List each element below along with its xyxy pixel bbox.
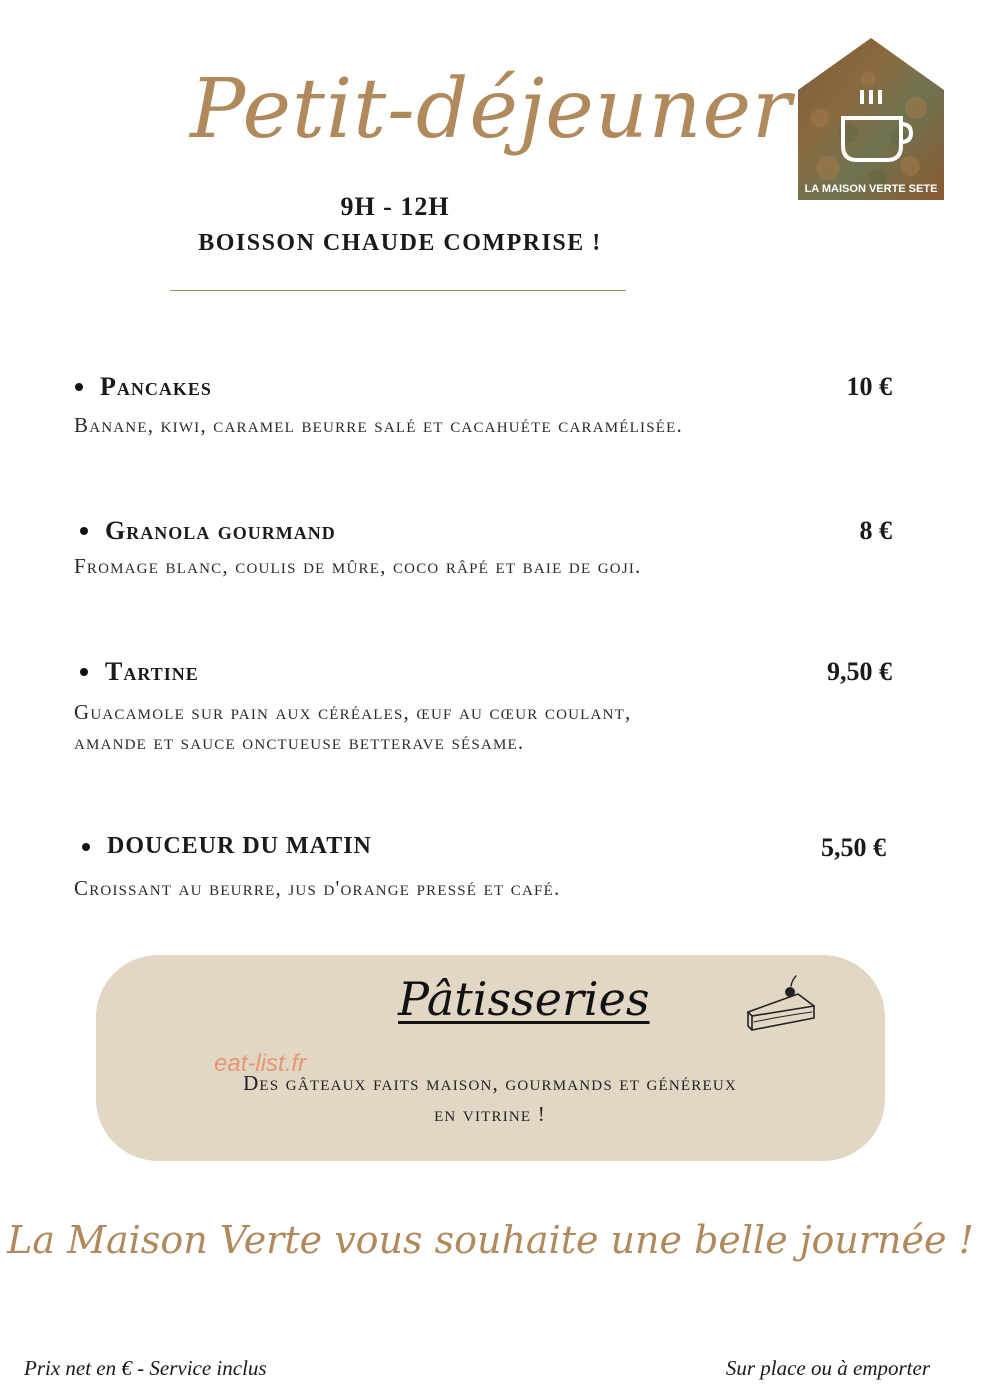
item-name-text: Granola gourmand — [105, 516, 336, 545]
menu-item-name — [80, 516, 336, 546]
menu-item-price: 8 € — [859, 516, 892, 545]
menu-item-description: Fromage blanc, coulis de mûre, coco râpé et baie de goji. — [74, 554, 642, 578]
header-divider — [170, 290, 626, 291]
watermark: eat-list.fr — [214, 1050, 307, 1077]
footer-service-note: Sur place ou à emporter — [725, 1356, 930, 1380]
item-name-text: Pancakes — [100, 372, 212, 401]
cake-slice-icon — [742, 972, 820, 1036]
menu-item-name — [82, 833, 372, 860]
house-logo-icon — [798, 38, 944, 200]
menu-item-description: amande et sauce onctueuse betterave sésame. — [74, 730, 525, 754]
pastry-title: Pâtisseries — [398, 972, 650, 1026]
menu-item-description: Banane, kiwi, caramel beurre salé et cacahuéte caramélisée. — [74, 413, 683, 437]
footer-price-note: Prix net en € - Service inclus — [24, 1356, 267, 1380]
bullet-icon — [80, 527, 88, 535]
closing-message: La Maison Verte vous souhaite une belle journée ! — [7, 1218, 974, 1262]
bullet-icon — [80, 668, 88, 676]
bullet-icon — [82, 843, 90, 851]
menu-item-description: Croissant au beurre, jus d'orange pressé et café. — [74, 876, 561, 900]
menu-item-name — [80, 657, 199, 687]
page-title: Petit-déjeuner — [190, 62, 793, 157]
menu-item-price: 5,50 € — [821, 833, 886, 862]
logo-text: LA MAISON VERTE SETE — [804, 183, 938, 195]
opening-hours: 9H - 12H — [340, 192, 450, 221]
menu-item-name — [75, 372, 212, 402]
menu-item-price: 9,50 € — [827, 657, 892, 686]
item-name-text: DOUCEUR DU MATIN — [107, 833, 372, 859]
menu-item-description: Guacamole sur pain aux céréales, œuf au cœur coulant, — [74, 700, 632, 724]
pastry-description — [150, 1068, 830, 1130]
tagline: BOISSON CHAUDE COMPRISE ! — [198, 230, 602, 256]
item-name-text: Tartine — [105, 657, 199, 686]
pastry-line-2: en vitrine ! — [434, 1102, 546, 1126]
pastry-line-1: Des gâteaux faits maison, gourmands et généreux — [243, 1071, 737, 1095]
menu-item-price: 10 € — [846, 372, 892, 401]
brand-logo — [798, 38, 944, 200]
bullet-icon — [75, 383, 83, 391]
